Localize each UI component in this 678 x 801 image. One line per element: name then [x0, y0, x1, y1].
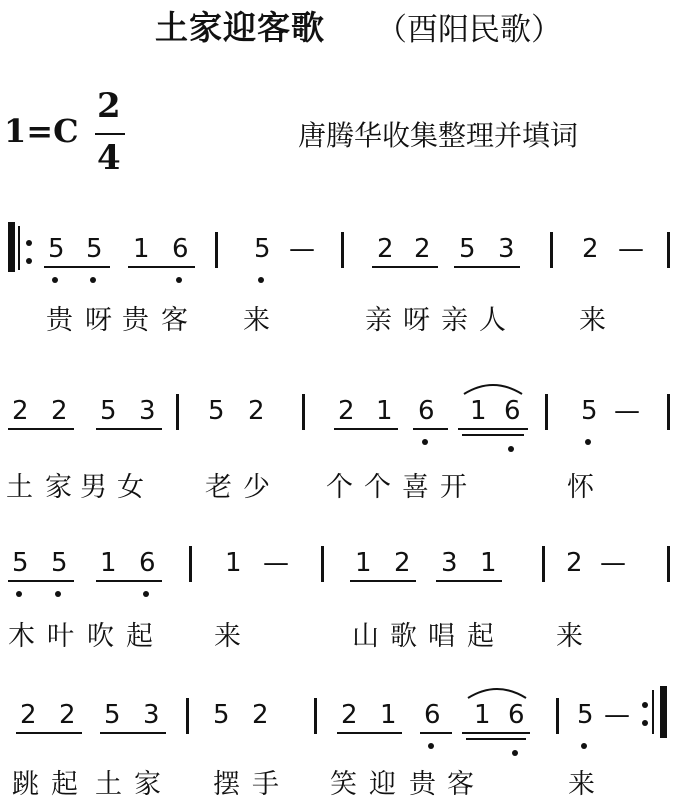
jianpu-note: 6 [424, 700, 441, 730]
credit-line: 唐腾华收集整理并填词 [298, 119, 579, 152]
jianpu-note: 2 [20, 700, 37, 730]
lyric-char: 少 [243, 472, 270, 503]
beam-underline [96, 580, 162, 582]
jianpu-note: 5 [459, 234, 476, 264]
jianpu-note: 5 [51, 548, 68, 578]
jianpu-note: 5 [104, 700, 121, 730]
lyric-char: 家 [134, 769, 161, 800]
bar-line [556, 698, 559, 734]
octave-dot [16, 591, 22, 597]
jianpu-note: 3 [139, 396, 156, 426]
beam-underline [420, 732, 452, 734]
repeat-dot [642, 702, 648, 708]
jianpu-note: 1 [470, 396, 487, 426]
lyric-char: 起 [467, 621, 494, 652]
bar-line [667, 546, 670, 582]
octave-dot [90, 277, 96, 283]
lyric-char: 开 [440, 472, 467, 503]
lyric-char: 来 [568, 769, 595, 800]
beam-underline [96, 428, 162, 430]
slur-tie [462, 380, 524, 396]
bar-line [321, 546, 324, 582]
beam-underline [436, 580, 502, 582]
repeat-dot [26, 240, 32, 246]
lyric-char: 女 [117, 472, 144, 503]
jianpu-note: 5 [100, 396, 117, 426]
repeat-dot [26, 258, 32, 264]
lyric-char: 老 [205, 472, 232, 503]
lyric-char: 客 [161, 305, 188, 336]
jianpu-note: 2 [51, 396, 68, 426]
time-signature-divider [95, 133, 125, 135]
lyric-char: 叶 [47, 621, 74, 652]
lyric-char: 喜 [402, 472, 429, 503]
bar-line [550, 232, 553, 268]
octave-dot [581, 743, 587, 749]
lyric-char: 起 [51, 769, 78, 800]
bar-line [667, 232, 670, 268]
jianpu-note: 2 [582, 234, 599, 264]
beam-underline [413, 428, 448, 430]
lyric-char: 跳 [12, 769, 39, 800]
jianpu-note: 5 [86, 234, 103, 264]
lyric-char: 人 [479, 305, 506, 336]
jianpu-note: 2 [59, 700, 76, 730]
lyric-char: 亲 [365, 305, 392, 336]
beam-underline [8, 428, 74, 430]
jianpu-note: 6 [418, 396, 435, 426]
sustain-dash: — [600, 548, 626, 578]
bar-line [667, 394, 670, 430]
sustain-dash: — [289, 234, 315, 264]
jianpu-note: 5 [577, 700, 594, 730]
jianpu-note: 2 [341, 700, 358, 730]
lyric-char: 摆 [213, 769, 240, 800]
sustain-dash: — [263, 548, 289, 578]
jianpu-note: 2 [248, 396, 265, 426]
bar-line [341, 232, 344, 268]
jianpu-note: 5 [213, 700, 230, 730]
octave-dot [422, 439, 428, 445]
lyric-char: 家 [45, 472, 72, 503]
beam-underline [44, 266, 110, 268]
jianpu-note: 3 [498, 234, 515, 264]
beam-underline [462, 434, 524, 436]
octave-dot [176, 277, 182, 283]
jianpu-note: 5 [12, 548, 29, 578]
jianpu-note: 6 [504, 396, 521, 426]
beam-underline [462, 732, 530, 734]
beam-underline [16, 732, 82, 734]
lyric-char: 土 [95, 769, 122, 800]
jianpu-note: 1 [480, 548, 497, 578]
lyric-char: 个 [364, 472, 391, 503]
jianpu-note: 5 [581, 396, 598, 426]
jianpu-note: 1 [133, 234, 150, 264]
slur-tie [466, 684, 528, 700]
lyric-char: 来 [579, 305, 606, 336]
bar-line [302, 394, 305, 430]
lyric-char: 笑 [330, 769, 357, 800]
jianpu-note: 6 [508, 700, 525, 730]
jianpu-note: 2 [566, 548, 583, 578]
octave-dot [508, 446, 514, 452]
key-signature: 1=C [4, 112, 79, 150]
lyric-char: 吹 [87, 621, 114, 652]
lyric-char: 个 [326, 472, 353, 503]
beam-underline [8, 580, 74, 582]
repeat-end-thin [652, 690, 654, 734]
beam-underline [466, 738, 526, 740]
lyric-char: 来 [243, 305, 270, 336]
lyric-char: 呀 [85, 305, 112, 336]
lyric-char: 贵 [46, 305, 73, 336]
jianpu-note: 3 [441, 548, 458, 578]
octave-dot [143, 591, 149, 597]
lyric-char: 土 [6, 472, 33, 503]
bar-line [314, 698, 317, 734]
sustain-dash: — [614, 396, 640, 426]
beam-underline [100, 732, 166, 734]
beam-underline [350, 580, 416, 582]
repeat-end-thick [660, 686, 667, 738]
lyric-char: 来 [556, 621, 583, 652]
sustain-dash: — [604, 700, 630, 730]
lyric-char: 亲 [441, 305, 468, 336]
beam-underline [458, 428, 528, 430]
lyric-char: 来 [214, 621, 241, 652]
beam-underline [128, 266, 195, 268]
bar-line [186, 698, 189, 734]
octave-dot [55, 591, 61, 597]
beam-underline [337, 732, 402, 734]
beam-underline [454, 266, 520, 268]
jianpu-note: 5 [208, 396, 225, 426]
octave-dot [428, 743, 434, 749]
jianpu-note: 5 [254, 234, 271, 264]
jianpu-note: 1 [474, 700, 491, 730]
bar-line [176, 394, 179, 430]
lyric-char: 迎 [369, 769, 396, 800]
lyric-char: 歌 [390, 621, 417, 652]
beam-underline [334, 428, 398, 430]
bar-line [215, 232, 218, 268]
jianpu-note: 1 [376, 396, 393, 426]
bar-line [545, 394, 548, 430]
lyric-char: 怀 [567, 472, 594, 503]
lyric-char: 唱 [428, 621, 455, 652]
lyric-char: 山 [352, 621, 379, 652]
octave-dot [512, 750, 518, 756]
lyric-char: 呀 [403, 305, 430, 336]
jianpu-note: 1 [380, 700, 397, 730]
lyric-char: 男 [80, 472, 107, 503]
lyric-char: 木 [8, 621, 35, 652]
jianpu-note: 6 [172, 234, 189, 264]
jianpu-note: 2 [12, 396, 29, 426]
octave-dot [258, 277, 264, 283]
jianpu-note: 1 [355, 548, 372, 578]
jianpu-note: 2 [414, 234, 431, 264]
jianpu-note: 6 [139, 548, 156, 578]
repeat-start-thin [18, 226, 20, 270]
jianpu-note: 1 [100, 548, 117, 578]
lyric-char: 起 [126, 621, 153, 652]
jianpu-note: 2 [394, 548, 411, 578]
lyric-char: 手 [252, 769, 279, 800]
beam-underline [372, 266, 438, 268]
subtitle: （酉阳民歌） [376, 12, 562, 48]
jianpu-note: 5 [48, 234, 65, 264]
lyric-char: 贵 [122, 305, 149, 336]
jianpu-note: 2 [252, 700, 269, 730]
jianpu-note: 2 [338, 396, 355, 426]
jianpu-note: 1 [225, 548, 242, 578]
time-signature-top: 2 [97, 86, 121, 126]
bar-line [189, 546, 192, 582]
lyric-char: 贵 [409, 769, 436, 800]
bar-line [542, 546, 545, 582]
page-title: 土家迎客歌 [155, 8, 325, 47]
lyric-char: 客 [447, 769, 474, 800]
sustain-dash: — [618, 234, 644, 264]
jianpu-note: 2 [377, 234, 394, 264]
octave-dot [585, 439, 591, 445]
repeat-start-thick [8, 222, 15, 272]
repeat-dot [642, 720, 648, 726]
time-signature-bottom: 4 [97, 138, 121, 178]
octave-dot [52, 277, 58, 283]
jianpu-note: 3 [143, 700, 160, 730]
